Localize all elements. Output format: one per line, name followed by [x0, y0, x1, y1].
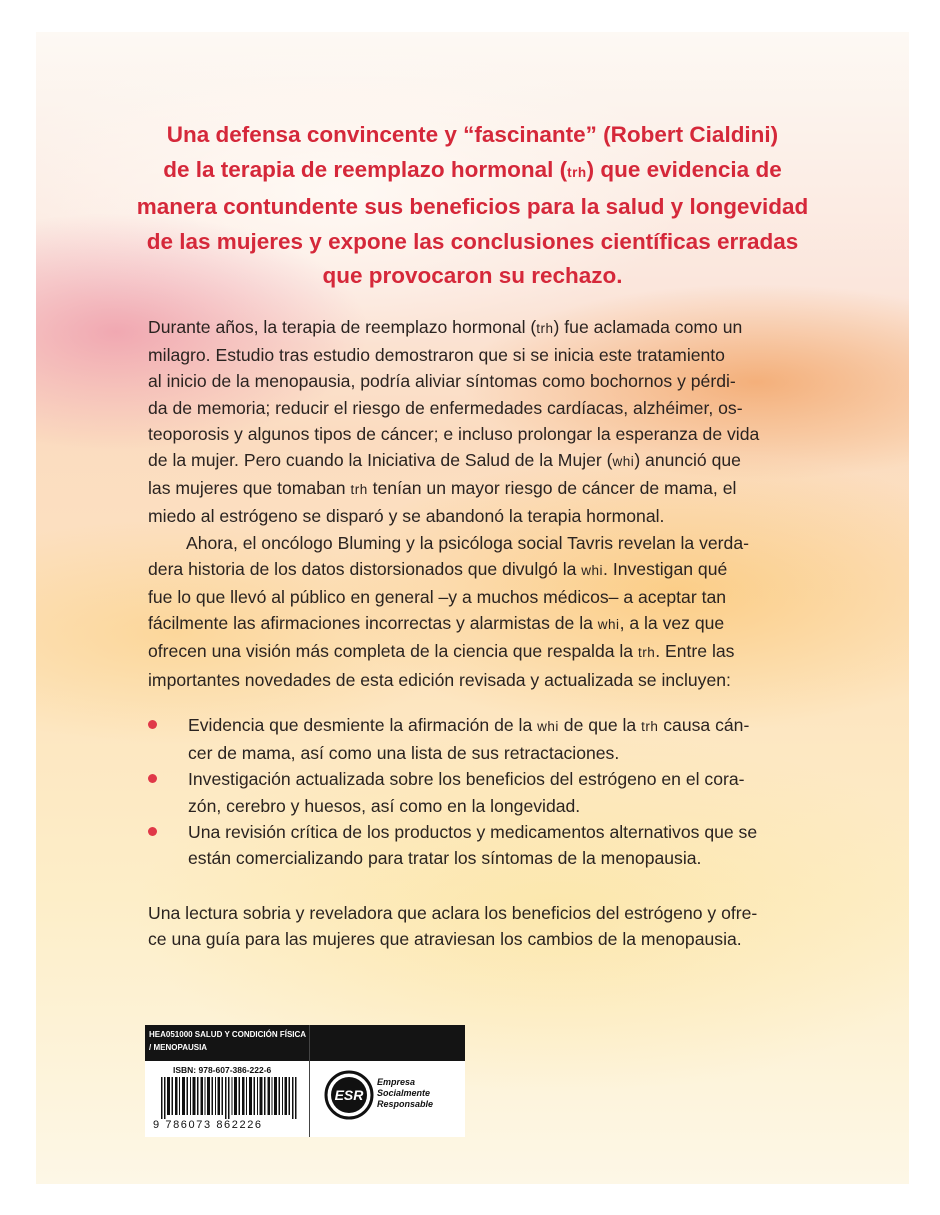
divider: [309, 1025, 310, 1137]
synopsis-text: [148, 314, 828, 693]
feature-list: [148, 712, 838, 871]
paragraph-2: Ahora, el oncólogo Bluming y la psicóloga social Tavris revelan la verda- dera historia de los datos distorsionados que divulgó la whi. Investigan qué fue lo que llevó al público en general –y a muchos médicos– a aceptar tan fácilmente las afirmaciones incorrectas y alarmistas de la whi, a la vez que ofrecen una visión más completa de la ciencia que respalda la trh. Entre las importantes novedades de esta edición revisada y actualizada se incluyen:: [148, 532, 749, 690]
barcode-block: [145, 1025, 465, 1137]
bullet-icon: [148, 774, 157, 783]
barcode-header: [145, 1025, 465, 1061]
esr-logo-icon: [323, 1069, 375, 1121]
back-cover: [36, 32, 909, 1184]
isbn-label: ISBN: 978-607-386-222-6: [173, 1065, 272, 1075]
closing-paragraph: Una lectura sobria y reveladora que aclara los beneficios del estrógeno y ofre- ce una guía para las mujeres que atraviesan los cambios de la menopausia.: [148, 903, 758, 950]
list-item: Una revisión crítica de los productos y medicamentos alternativos que se están comercializando para tratar los síntomas de la menopausia.: [148, 819, 838, 871]
list-item: Investigación actualizada sobre los beneficios del estrógeno en el cora- zón, cerebro y huesos, así como en la longevidad.: [148, 766, 838, 818]
barcode-digits: 9 786073 862226: [153, 1119, 263, 1131]
list-item: Evidencia que desmiente la afirmación de la whi de que la trh causa cán- cer de mama, así como una lista de sus retractaciones.: [148, 712, 838, 766]
headline-line: de las mujeres y expone las conclusiones científicas erradas: [146, 228, 799, 254]
headline-line: de la terapia de reemplazo hormonal (trh) que evidencia de: [163, 156, 782, 182]
paragraph-1: Durante años, la terapia de reemplazo hormonal (trh) fue aclamada como un milagro. Estudio tras estudio demostraron que si se inicia este tratamiento al inicio de la menopausia, podría aliviar síntomas como bochornos y pérdi- da de memoria; reducir el riesgo de enfermedades cardíacas, alzhéimer, os- teoporosis y algunos tipos de cáncer; e incluso prolongar la esperanza de vida de la mujer. Pero cuando la Iniciativa de Salud de la Mujer (whi) anunció que las mujeres que tomaban trh tenían un mayor riesgo de cáncer de mama, el miedo al estrógeno se disparó y se abandonó la terapia hormonal.: [148, 317, 760, 527]
headline-blurb: [76, 118, 869, 294]
headline-line: Una defensa convincente y “fascinante” (Robert Cialdini): [166, 122, 779, 147]
svg-text:ESR: ESR: [334, 1087, 364, 1103]
headline-line: manera contundente sus beneficios para la salud y longevidad: [136, 194, 809, 219]
bullet-icon: [148, 827, 157, 836]
barcode-icon: [161, 1077, 299, 1119]
esr-caption: Empresa Socialmente Responsable: [377, 1077, 434, 1109]
headline-line: que provocaron su rechazo.: [322, 263, 623, 288]
bisac-category: HEA051000 SALUD Y CONDICIÓN FÍSICA / MENOPAUSIA: [149, 1030, 307, 1052]
bullet-icon: [148, 720, 157, 729]
